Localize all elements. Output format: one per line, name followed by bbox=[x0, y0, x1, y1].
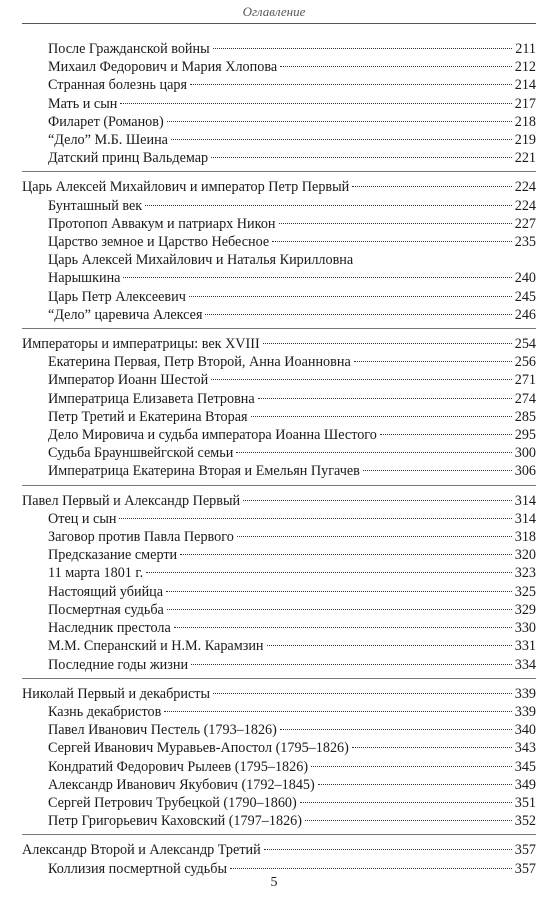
entry-title: Сергей Иванович Муравьев-Апостол (1795–1826) bbox=[48, 740, 349, 757]
toc-entry-wrapped-line[interactable]: Царь Алексей Михайлович и Наталья Кирилловна bbox=[48, 252, 354, 269]
dot-leader bbox=[211, 379, 512, 380]
chapter-title: Павел Первый и Александр Первый bbox=[22, 492, 241, 509]
entry-title: Датский принц Вальдемар bbox=[48, 150, 209, 167]
toc-entry[interactable] bbox=[22, 462, 536, 480]
toc-entry[interactable] bbox=[22, 390, 536, 408]
dot-leader bbox=[251, 416, 512, 417]
entry-title: Император Иоанн Шестой bbox=[48, 372, 209, 389]
toc-entry[interactable] bbox=[22, 739, 536, 757]
chapter-page: 339 bbox=[514, 685, 536, 702]
chapter-title: Царь Алексей Михайлович и император Петр Первый bbox=[22, 179, 350, 196]
dot-leader bbox=[167, 121, 512, 122]
entry-page: 323 bbox=[514, 565, 536, 582]
table-of-contents bbox=[22, 40, 536, 888]
dot-leader bbox=[263, 343, 512, 344]
dot-leader bbox=[205, 314, 511, 315]
entry-page: 351 bbox=[514, 794, 536, 811]
entry-title: Коллизия посмертной судьбы bbox=[48, 860, 227, 877]
entry-page: 300 bbox=[514, 445, 536, 462]
toc-entry[interactable] bbox=[22, 408, 536, 426]
toc-entry[interactable] bbox=[22, 40, 536, 58]
dot-leader bbox=[305, 820, 512, 821]
toc-entry[interactable] bbox=[22, 113, 536, 131]
entry-title: Царство земное и Царство Небесное bbox=[48, 234, 270, 251]
toc-entry[interactable] bbox=[22, 776, 536, 794]
dot-leader bbox=[300, 802, 512, 803]
chapter-page: 254 bbox=[514, 336, 536, 353]
entry-page: 217 bbox=[514, 95, 536, 112]
toc-entry[interactable] bbox=[22, 637, 536, 655]
dot-leader bbox=[354, 361, 512, 362]
toc-entry[interactable] bbox=[22, 306, 536, 324]
toc-entry[interactable] bbox=[22, 233, 536, 251]
dot-leader bbox=[264, 849, 512, 850]
dot-leader bbox=[171, 139, 512, 140]
entry-page: 256 bbox=[514, 354, 536, 371]
chapter-page: 224 bbox=[514, 179, 536, 196]
toc-entry[interactable] bbox=[22, 510, 536, 528]
chapter-title: Александр Второй и Александр Третий bbox=[22, 842, 261, 859]
entry-title: Императрица Елизавета Петровна bbox=[48, 390, 255, 407]
dot-leader bbox=[243, 500, 512, 501]
dot-leader bbox=[230, 868, 512, 869]
toc-entry[interactable] bbox=[22, 58, 536, 76]
entry-title: Последние годы жизни bbox=[48, 656, 189, 673]
header-rule bbox=[22, 23, 536, 24]
entry-page: 221 bbox=[514, 150, 536, 167]
dot-leader bbox=[380, 434, 512, 435]
entry-title: “Дело” М.Б. Шеина bbox=[48, 132, 168, 149]
entry-page: 218 bbox=[514, 113, 536, 130]
toc-entry[interactable] bbox=[22, 619, 536, 637]
entry-page: 240 bbox=[514, 270, 536, 287]
dot-leader bbox=[280, 66, 512, 67]
entry-title: Михаил Федорович и Мария Хлопова bbox=[48, 59, 278, 76]
toc-entry[interactable] bbox=[22, 528, 536, 546]
entry-title: Судьба Брауншвейгской семьи bbox=[48, 445, 234, 462]
dot-leader bbox=[189, 296, 512, 297]
chapter-page: 314 bbox=[514, 492, 536, 509]
toc-entry[interactable] bbox=[22, 269, 536, 287]
toc-entry[interactable] bbox=[22, 546, 536, 564]
entry-title: Царь Петр Алексеевич bbox=[48, 288, 186, 305]
dot-leader bbox=[190, 84, 512, 85]
toc-entry[interactable] bbox=[22, 444, 536, 462]
dot-leader bbox=[311, 766, 512, 767]
dot-leader bbox=[174, 627, 512, 628]
dot-leader bbox=[145, 205, 512, 206]
toc-entry[interactable] bbox=[22, 131, 536, 149]
entry-title: Нарышкина bbox=[48, 270, 121, 287]
entry-title: Александр Иванович Якубович (1792–1845) bbox=[48, 776, 315, 793]
entry-page: 245 bbox=[514, 288, 536, 305]
toc-entry[interactable] bbox=[22, 288, 536, 306]
dot-leader bbox=[267, 645, 512, 646]
entry-title: Казнь декабристов bbox=[48, 703, 162, 720]
entry-page: 329 bbox=[514, 601, 536, 618]
toc-entry[interactable] bbox=[22, 95, 536, 113]
entry-page: 306 bbox=[514, 463, 536, 480]
toc-entry[interactable] bbox=[22, 794, 536, 812]
toc-entry[interactable] bbox=[22, 215, 536, 233]
chapter-title: Императоры и императрицы: век XVIII bbox=[22, 336, 260, 353]
toc-entry[interactable] bbox=[22, 371, 536, 389]
toc-entry[interactable] bbox=[22, 703, 536, 721]
entry-title: Странная болезнь царя bbox=[48, 77, 187, 94]
toc-entry[interactable] bbox=[22, 197, 536, 215]
toc-entry[interactable] bbox=[22, 564, 536, 582]
entry-title: Филарет (Романов) bbox=[48, 113, 164, 130]
toc-entry[interactable] bbox=[22, 353, 536, 371]
dot-leader bbox=[352, 186, 511, 187]
entry-page: 271 bbox=[514, 372, 536, 389]
dot-leader bbox=[120, 103, 511, 104]
dot-leader bbox=[167, 609, 512, 610]
toc-chapter-entry[interactable] bbox=[22, 492, 536, 510]
dot-leader bbox=[213, 693, 512, 694]
toc-entry[interactable] bbox=[22, 721, 536, 739]
entry-title: Отец и сын bbox=[48, 510, 117, 527]
dot-leader bbox=[318, 784, 512, 785]
entry-page: 325 bbox=[514, 583, 536, 600]
dot-leader bbox=[191, 664, 512, 665]
entry-title: Дело Мировича и судьба императора Иоанна Шестого bbox=[48, 427, 377, 444]
entry-page: 314 bbox=[514, 510, 536, 527]
chapter-title: Николай Первый и декабристы bbox=[22, 685, 211, 702]
toc-section-2 bbox=[22, 335, 536, 486]
entry-title: Петр Третий и Екатерина Вторая bbox=[48, 408, 248, 425]
entry-page: 246 bbox=[514, 306, 536, 323]
toc-entry[interactable] bbox=[22, 426, 536, 444]
entry-page: 211 bbox=[515, 41, 536, 57]
dot-leader bbox=[123, 277, 511, 278]
dot-leader bbox=[363, 470, 512, 471]
toc-entry[interactable] bbox=[22, 812, 536, 830]
toc-section-3 bbox=[22, 492, 536, 679]
entry-page: 318 bbox=[514, 529, 536, 546]
entry-page: 339 bbox=[514, 703, 536, 720]
dot-leader bbox=[280, 729, 512, 730]
entry-title: Посмертная судьба bbox=[48, 601, 164, 618]
toc-entry[interactable] bbox=[22, 76, 536, 94]
entry-title: Предсказание смерти bbox=[48, 547, 178, 564]
entry-page: 343 bbox=[514, 740, 536, 757]
toc-entry[interactable] bbox=[22, 758, 536, 776]
entry-page: 345 bbox=[514, 758, 536, 775]
entry-title: Заговор против Павла Первого bbox=[48, 529, 234, 546]
entry-title: Павел Иванович Пестель (1793–1826) bbox=[48, 722, 277, 739]
toc-chapter-entry[interactable] bbox=[22, 335, 536, 353]
dot-leader bbox=[279, 223, 512, 224]
dot-leader bbox=[180, 554, 512, 555]
dot-leader bbox=[211, 157, 512, 158]
entry-title: Мать и сын bbox=[48, 95, 118, 112]
entry-page: 214 bbox=[514, 77, 536, 94]
entry-page: 274 bbox=[514, 390, 536, 407]
toc-section-4 bbox=[22, 685, 536, 836]
entry-page: 331 bbox=[514, 638, 536, 655]
dot-leader bbox=[258, 398, 512, 399]
toc-entry[interactable] bbox=[22, 149, 536, 167]
running-title: Оглавление bbox=[242, 4, 306, 19]
entry-page: 340 bbox=[514, 722, 536, 739]
entry-page: 295 bbox=[514, 427, 536, 444]
toc-chapter-entry[interactable] bbox=[22, 685, 536, 703]
entry-page: 320 bbox=[514, 547, 536, 564]
dot-leader bbox=[272, 241, 512, 242]
entry-title: Петр Григорьевич Каховский (1797–1826) bbox=[48, 813, 302, 830]
entry-title: Настоящий убийца bbox=[48, 583, 164, 600]
dot-leader bbox=[352, 747, 512, 748]
entry-title: Екатерина Первая, Петр Второй, Анна Иоанновна bbox=[48, 354, 351, 371]
entry-page: 352 bbox=[514, 813, 536, 830]
toc-section-0 bbox=[22, 40, 536, 172]
entry-page: 285 bbox=[514, 408, 536, 425]
dot-leader bbox=[164, 711, 511, 712]
entry-page: 349 bbox=[514, 776, 536, 793]
entry-page: 334 bbox=[514, 656, 536, 673]
entry-page: 330 bbox=[514, 620, 536, 637]
toc-entry[interactable] bbox=[22, 656, 536, 674]
toc-section-1 bbox=[22, 178, 536, 329]
entry-page: 357 bbox=[514, 860, 536, 877]
entry-title: После Гражданской войны bbox=[48, 41, 210, 57]
dot-leader bbox=[119, 518, 511, 519]
dot-leader bbox=[146, 572, 512, 573]
toc-chapter-entry[interactable] bbox=[22, 178, 536, 196]
entry-title: Сергей Петрович Трубецкой (1790–1860) bbox=[48, 794, 297, 811]
entry-title: Кондратий Федорович Рылеев (1795–1826) bbox=[48, 758, 309, 775]
entry-title: М.М. Сперанский и Н.М. Карамзин bbox=[48, 638, 264, 655]
entry-page: 235 bbox=[514, 234, 536, 251]
entry-title: “Дело” царевича Алексея bbox=[48, 306, 203, 323]
entry-title: 11 марта 1801 г. bbox=[48, 565, 144, 582]
dot-leader bbox=[166, 591, 512, 592]
toc-chapter-entry[interactable] bbox=[22, 841, 536, 859]
entry-title: Протопоп Аввакум и патриарх Никон bbox=[48, 215, 276, 232]
entry-page: 227 bbox=[514, 215, 536, 232]
chapter-page: 357 bbox=[514, 842, 536, 859]
dot-leader bbox=[236, 452, 511, 453]
entry-page: 212 bbox=[514, 59, 536, 76]
entry-title: Бунташный век bbox=[48, 197, 143, 214]
toc-entry[interactable] bbox=[22, 583, 536, 601]
dot-leader bbox=[213, 48, 513, 49]
page-number: 5 bbox=[270, 875, 278, 890]
entry-title: Наследник престола bbox=[48, 620, 171, 637]
dot-leader bbox=[237, 536, 512, 537]
toc-entry[interactable] bbox=[22, 601, 536, 619]
entry-page: 219 bbox=[514, 132, 536, 149]
entry-page: 224 bbox=[514, 197, 536, 214]
entry-title: Императрица Екатерина Вторая и Емельян Пугачев bbox=[48, 463, 360, 480]
